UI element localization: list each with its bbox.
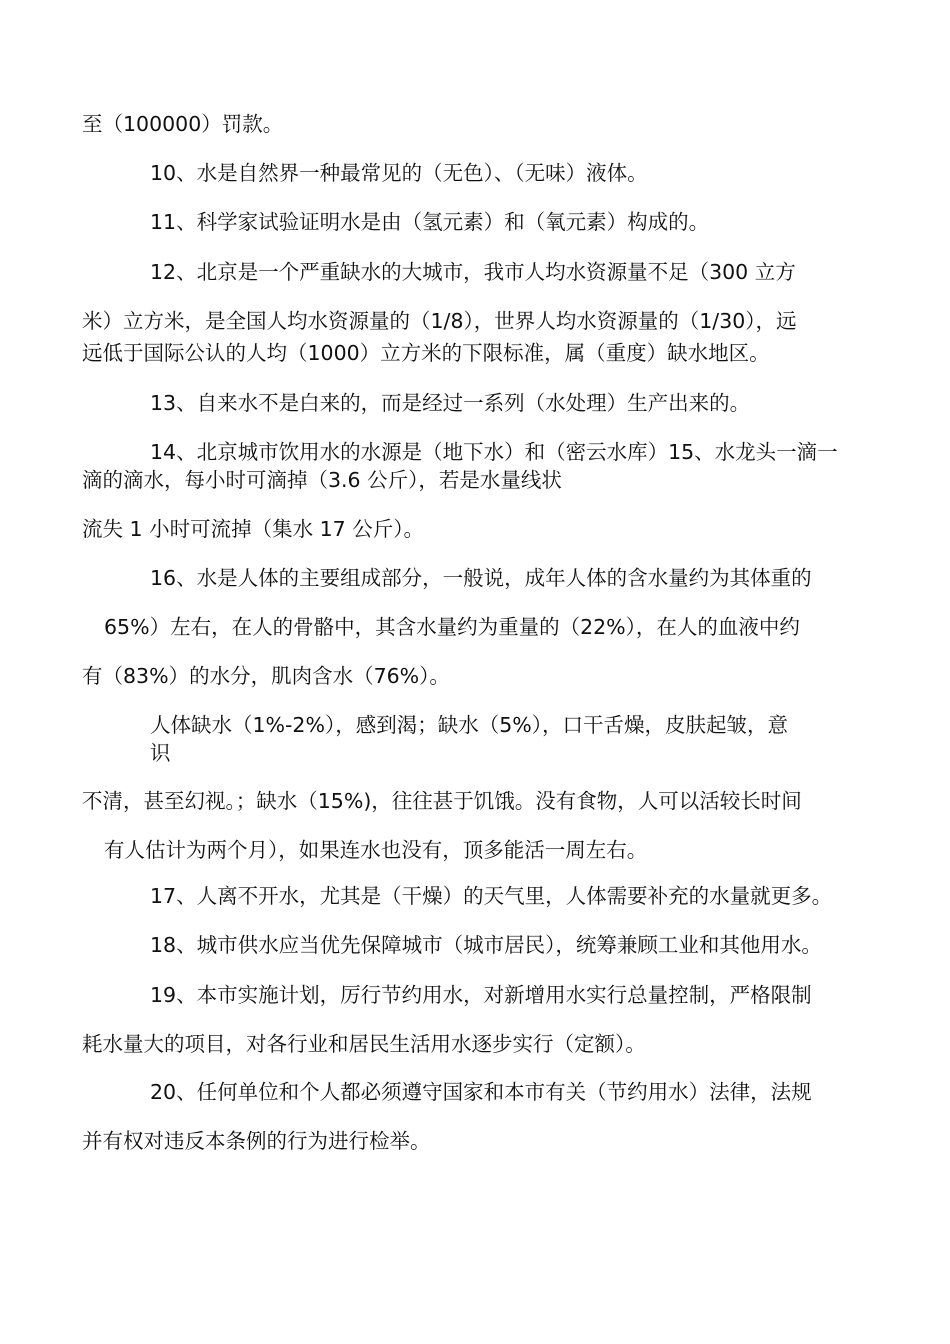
text-line: 20、任何单位和个人都必须遵守国家和本市有关（节约用水）法律，法规 [150, 1080, 812, 1104]
text-line: 11、科学家试验证明水是由（氢元素）和（氧元素）构成的。 [150, 210, 710, 234]
text-line: 流失 1 小时可流掉（集水 17 公斤）。 [82, 517, 424, 541]
text-line: 有（83%）的水分，肌肉含水（76%）。 [82, 664, 450, 688]
text-line: 17、人离不开水，尤其是（干燥）的天气里，人体需要补充的水量就更多。 [150, 884, 833, 908]
text-line: 18、城市供水应当优先保障城市（城市居民），统筹兼顾工业和其他用水。 [150, 933, 822, 957]
text-line: 14、北京城市饮用水的水源是（地下水）和（密云水库）15、水龙头一滴一 [150, 440, 838, 464]
text-line: 10、水是自然界一种最常见的（无色）、（无味）液体。 [150, 161, 648, 185]
text-line: 耗水量大的项目，对各行业和居民生活用水逐步实行（定额）。 [82, 1032, 646, 1056]
text-line: 滴的滴水，每小时可滴掉（3.6 公斤），若是水量线状 [82, 468, 562, 492]
text-line: 并有权对违反本条例的行为进行检举。 [82, 1129, 431, 1153]
text-line: 12、北京是一个严重缺水的大城市，我市人均水资源量不足（300 立方 [150, 260, 796, 284]
text-line: 13、自来水不是白来的，而是经过一系列（水处理）生产出来的。 [150, 391, 751, 415]
text-line: 远低于国际公认的人均（1000）立方米的下限标准，属（重度）缺水地区。 [82, 341, 770, 365]
text-line: 65%）左右，在人的骨骼中，其含水量约为重量的（22%），在人的血液中约 [104, 615, 800, 639]
text-line: 至（100000）罚款。 [82, 112, 284, 136]
text-line: 有人估计为两个月），如果连水也没有，顶多能活一周左右。 [104, 838, 648, 862]
text-line: 人体缺水（1%-2%），感到渴；缺水（5%），口干舌燥，皮肤起皱，意 [150, 713, 788, 737]
text-line: 米）立方米，是全国人均水资源量的（1/8），世界人均水资源量的（1/30），远 [82, 309, 797, 333]
text-line: 19、本市实施计划，厉行节约用水，对新增用水实行总量控制，严格限制 [150, 983, 812, 1007]
text-line: 识 [150, 741, 171, 765]
text-line: 不清，甚至幻视。；缺水（15%)，往往甚于饥饿。没有食物，人可以活较长时间 [82, 789, 802, 813]
text-line: 16、水是人体的主要组成部分，一般说，成年人体的含水量约为其体重的 [150, 566, 812, 590]
